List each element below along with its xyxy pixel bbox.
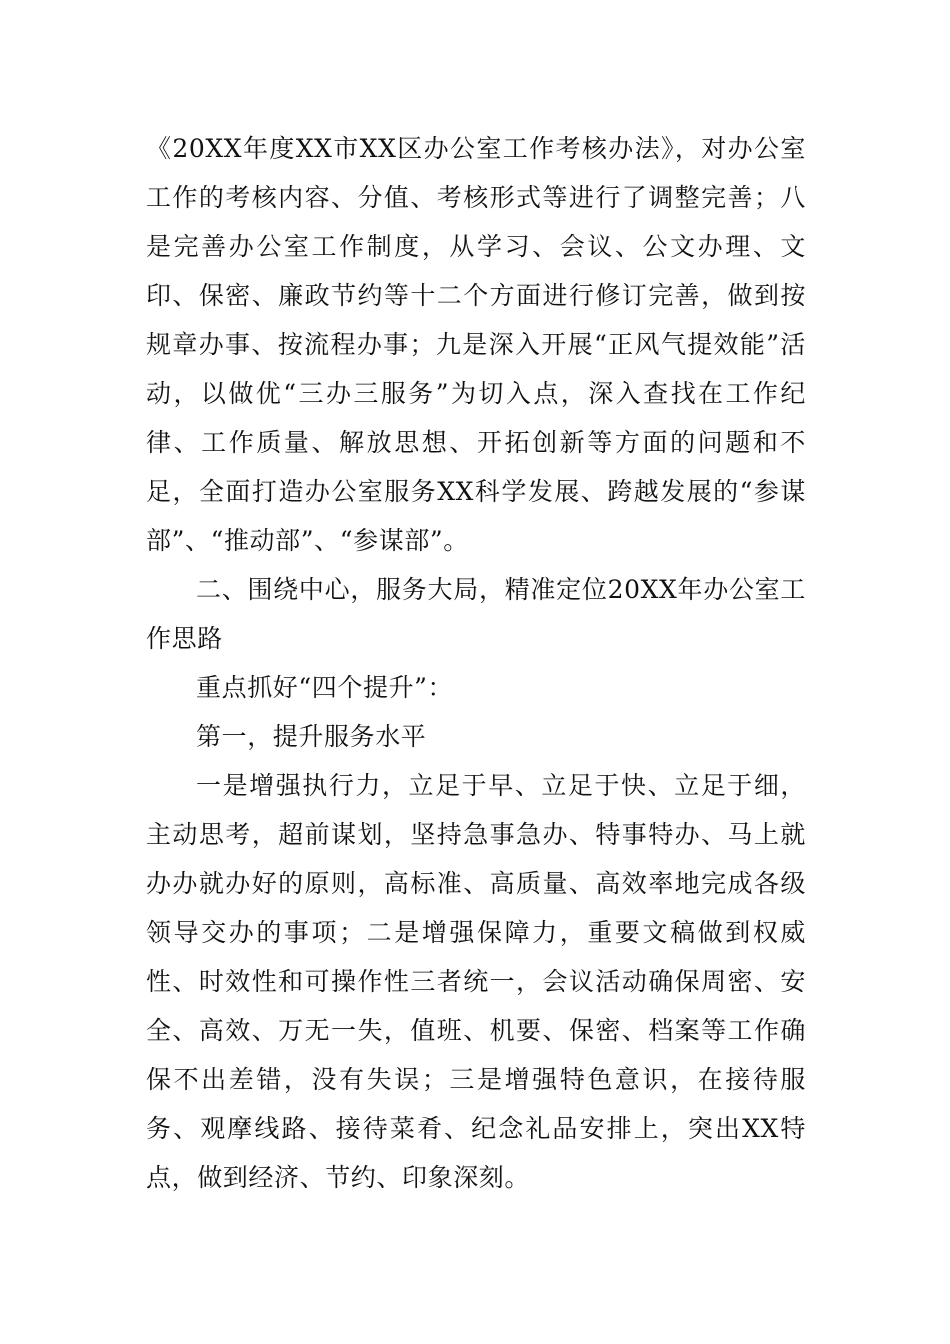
subheading-improve-service: 第一，提升服务水平 bbox=[196, 722, 427, 751]
document-body bbox=[146, 124, 806, 1202]
paragraph-service-details: 一是增强执行力，立足于早、立足于快、立足于细，主动思考，超前谋划，坚持急事急办、特事特办、马上就办办就办好的原则，高标准、高质量、高效率地完成各级领导交办的事项；二是增强保障力，重要文稿做到权威性、时效性和可操作性三者统一，会议活动确保周密、安全、高效、万无一失，值班、机要、保密、档案等工作确保不出差错，没有失误；三是增强特色意识，在接待服务、观摩线路、接待菜肴、纪念礼品安排上，突出XX特点，做到经济、节约、印象深刻。 bbox=[146, 771, 806, 1192]
section-heading-work-ideas: 二、围绕中心，服务大局，精准定位20XX年办公室工作思路 bbox=[146, 575, 806, 653]
paragraph-assessment-measures: 《20XX年度XX市XX区办公室工作考核办法》，对办公室工作的考核内容、分值、考核形式等进行了调整完善；八是完善办公室工作制度，从学习、会议、公文办理、文印、保密、廉政节约等十二个方面进行修订完善，做到按规章办事、按流程办事；九是深入开展“正风气提效能”活动，以做优“三办三服务”为切入点，深入查找在工作纪律、工作质量、解放思想、开拓创新等方面的问题和不足，全面打造办公室服务XX科学发展、跨越发展的“参谋部”、“推动部”、“参谋部”。 bbox=[146, 134, 806, 555]
paragraph-four-improvements: 重点抓好“四个提升”： bbox=[196, 673, 454, 702]
